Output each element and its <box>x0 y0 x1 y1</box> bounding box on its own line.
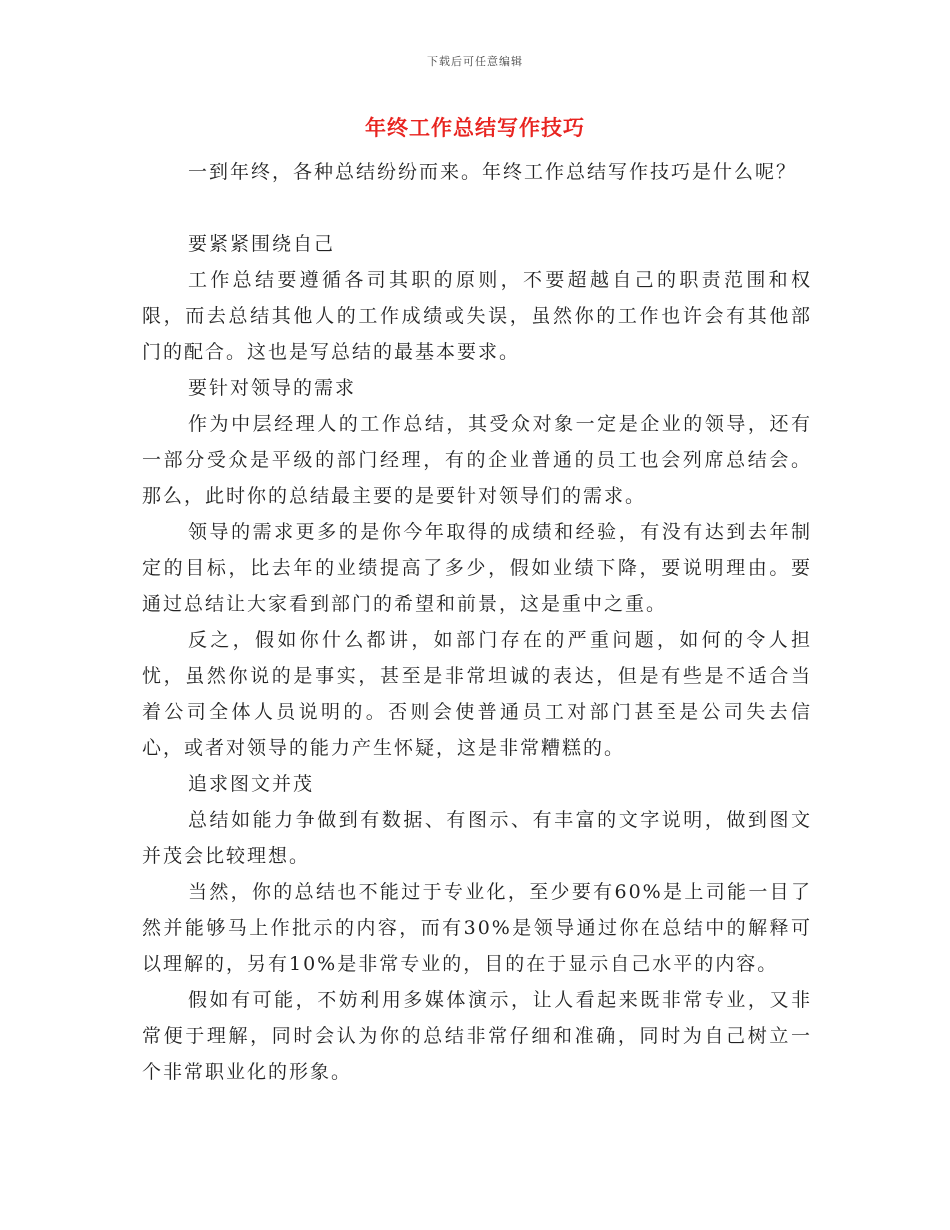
section-heading-focus-self: 要紧紧围绕自己 <box>188 233 336 255</box>
section-heading-graphics: 追求图文并茂 <box>188 773 315 795</box>
body-paragraph: 总结如能力争做到有数据、有图示、有丰富的文字说明，做到图文并茂会比较理想。 <box>142 809 812 867</box>
body-paragraph: 反之，假如你什么都讲，如部门存在的严重问题，如何的令人担忧，虽然你说的是事实，甚至是非常坦诚的表达，但是有些是不适合当着公司全体人员说明的。否则会使普通员工对部门甚至是公司失去信心，或者对领导的能力产生怀疑，这是非常糟糕的。 <box>142 629 812 759</box>
body-paragraph: 工作总结要遵循各司其职的原则，不要超越自己的职责范围和权限，而去总结其他人的工作成绩或失误，虽然你的工作也许会有其他部门的配合。这也是写总结的最基本要求。 <box>142 269 812 363</box>
body-paragraph: 作为中层经理人的工作总结，其受众对象一定是企业的领导，还有一部分受众是平级的部门经理，有的企业普通的员工也会列席总结会。那么，此时你的总结最主要的是要针对领导们的需求。 <box>142 413 812 507</box>
body-paragraph: 领导的需求更多的是你今年取得的成绩和经验，有没有达到去年制定的目标，比去年的业绩提高了多少，假如业绩下降，要说明理由。要通过总结让大家看到部门的希望和前景，这是重中之重。 <box>142 521 812 615</box>
intro-paragraph: 一到年终，各种总结纷纷而来。年终工作总结写作技巧是什么呢？ <box>188 161 798 183</box>
document-body <box>142 154 812 1090</box>
section-heading-leader-needs: 要针对领导的需求 <box>188 377 357 399</box>
document-title: 年终工作总结写作技巧 <box>365 115 585 140</box>
body-paragraph: 当然，你的总结也不能过于专业化，至少要有60%是上司能一目了然并能够马上作批示的内容，而有30%是领导通过你在总结中的解释可以理解的，另有10%是非常专业的，目的在于显示自己水平的内容。 <box>142 881 812 975</box>
body-paragraph: 假如有可能，不妨利用多媒体演示，让人看起来既非常专业，又非常便于理解，同时会认为你的总结非常仔细和准确，同时为自己树立一个非常职业化的形象。 <box>142 989 812 1083</box>
page-header-note: 下载后可任意编辑 <box>427 55 523 68</box>
